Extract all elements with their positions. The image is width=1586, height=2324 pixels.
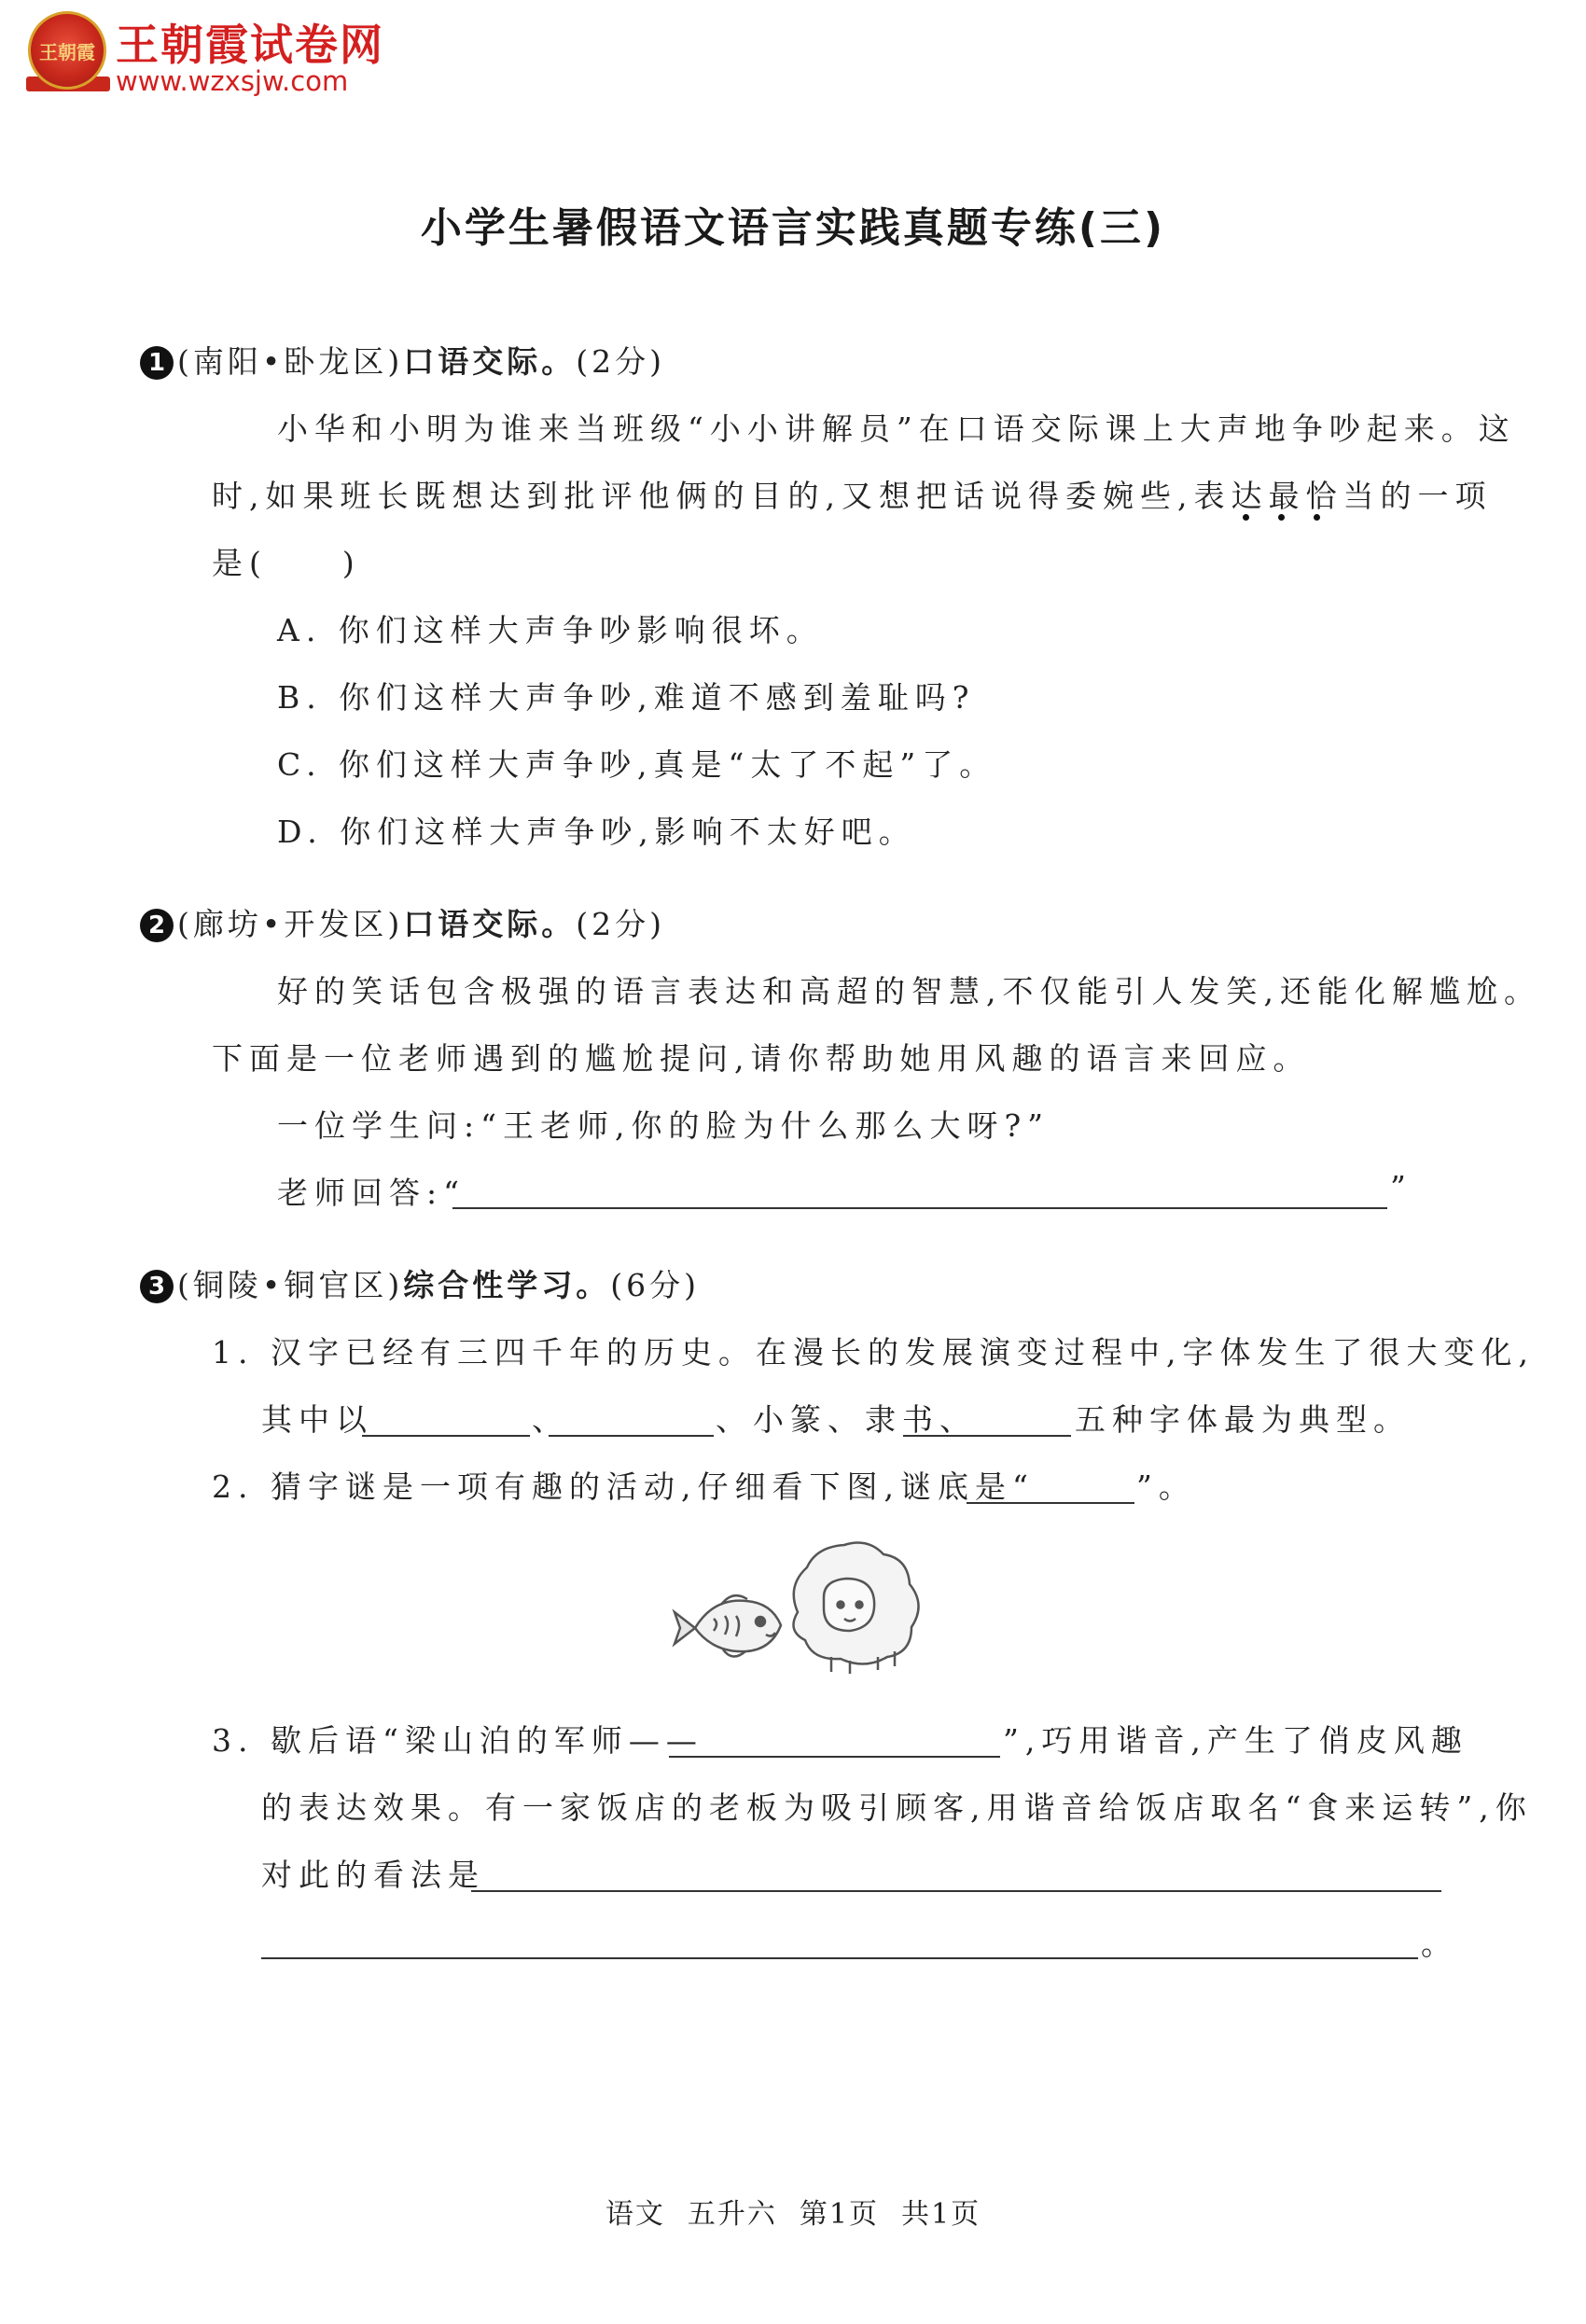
q3-item3-blank-2[interactable] xyxy=(471,1890,1441,1892)
q2-number: 2 xyxy=(140,909,174,942)
q3-source: (铜陵•铜官区) xyxy=(177,1267,404,1303)
q1-score: (2分) xyxy=(576,343,665,380)
q1-option-d[interactable]: D. 你们这样大声争吵,影响不太好吧。 xyxy=(277,814,916,850)
q2-student-question: 一位学生问:“王老师,你的脸为什么那么大呀?” xyxy=(277,1107,1050,1144)
q3-item1-post: 五种字体最为典型。 xyxy=(1075,1401,1411,1438)
emphasis-dot xyxy=(1278,514,1285,521)
q3-item1-pre: 其中以 xyxy=(261,1401,373,1438)
q3-item1-blank-3[interactable] xyxy=(903,1435,1071,1437)
q3-item2-blank[interactable] xyxy=(967,1502,1134,1504)
q3-item3-pre: 3. 歇后语“梁山泊的军师—— xyxy=(212,1722,703,1759)
q3-item3-end: 。 xyxy=(1421,1926,1458,1962)
q1-heading xyxy=(140,338,665,382)
q3-type: 综合性学习。 xyxy=(403,1267,611,1303)
q3-item1-blank-2[interactable] xyxy=(549,1435,714,1437)
footer-subject: 语文 xyxy=(605,2198,665,2231)
q3-score: (6分) xyxy=(610,1267,700,1303)
logo-title: 王朝霞试卷网 xyxy=(116,20,384,70)
fish-and-sheep-illustration xyxy=(667,1530,938,1679)
q2-source: (廊坊•开发区) xyxy=(177,906,404,942)
page-title: 小学生暑假语文语言实践真题专练(三) xyxy=(420,204,1166,252)
q1-option-b[interactable]: B. 你们这样大声争吵,难道不感到羞耻吗? xyxy=(277,679,976,716)
page-footer xyxy=(0,2191,1586,2232)
q3-item3-line2: 的表达效果。有一家饭店的老板为吸引顾客,用谐音给饭店取名“食来运转”,你 xyxy=(261,1789,1533,1826)
q3-item1-blank-1[interactable] xyxy=(362,1435,530,1437)
emphasis-dot xyxy=(1243,514,1249,521)
logo-seal-icon xyxy=(28,11,106,90)
q1-option-c[interactable]: C. 你们这样大声争吵,真是“太了不起”了。 xyxy=(277,746,997,783)
q1-stem-line-2: 时,如果班长既想达到批评他俩的目的,又想把话说得委婉些,表达最恰当的一项 xyxy=(212,478,1493,514)
q3-number: 3 xyxy=(140,1270,174,1303)
q2-heading xyxy=(140,900,665,944)
logo-url: www.wzxsjw.com xyxy=(116,65,349,97)
q2-teacher-label: 老师回答:“ xyxy=(277,1175,466,1211)
q3-item3-post: ”,巧用谐音,产生了俏皮风趣 xyxy=(1003,1722,1468,1759)
q1-source: (南阳•卧龙区) xyxy=(177,343,404,380)
q2-close-quote: ” xyxy=(1390,1169,1412,1205)
q3-item1-sep1: 、 xyxy=(532,1401,569,1438)
q2-answer-blank[interactable] xyxy=(452,1207,1387,1209)
q1-type: 口语交际。 xyxy=(403,343,577,380)
q3-item1-line1: 1. 汉字已经有三四千年的历史。在漫长的发展演变过程中,字体发生了很大变化, xyxy=(212,1334,1535,1371)
q2-score: (2分) xyxy=(576,906,665,942)
q2-stem-line-1: 好的笑话包含极强的语言表达和高超的智慧,不仅能引人发笑,还能化解尴尬。 xyxy=(277,973,1541,1009)
q2-type: 口语交际。 xyxy=(403,906,577,942)
q3-item2-pre: 2. 猜字谜是一项有趣的活动,仔细看下图,谜底是“ xyxy=(212,1468,1035,1505)
q2-stem-line-2: 下面是一位老师遇到的尴尬提问,请你帮助她用风趣的语言来回应。 xyxy=(212,1040,1311,1077)
q3-item2-post: ”。 xyxy=(1136,1468,1196,1505)
q3-item1-sep2: 、小篆、隶书、 xyxy=(716,1401,977,1438)
footer-total: 共1页 xyxy=(901,2198,981,2231)
q3-item3-line3: 对此的看法是 xyxy=(261,1857,485,1893)
logo-seal-text: 王朝霞 xyxy=(39,40,95,63)
q1-number: 1 xyxy=(140,346,174,380)
q3-heading xyxy=(140,1261,700,1305)
footer-grade: 五升六 xyxy=(687,2198,777,2231)
site-logo xyxy=(26,11,399,101)
emphasis-dot xyxy=(1314,514,1320,521)
q1-option-a[interactable]: A. 你们这样大声争吵影响很坏。 xyxy=(277,612,824,648)
q1-stem-line-3: 是( ) xyxy=(212,545,361,581)
footer-page: 第1页 xyxy=(799,2198,879,2231)
q1-stem-line-1: 小华和小明为谁来当班级“小小讲解员”在口语交际课上大声地争吵起来。这 xyxy=(277,411,1516,447)
q3-item3-blank-1[interactable] xyxy=(669,1756,1000,1758)
q3-item3-blank-3[interactable] xyxy=(261,1957,1418,1959)
